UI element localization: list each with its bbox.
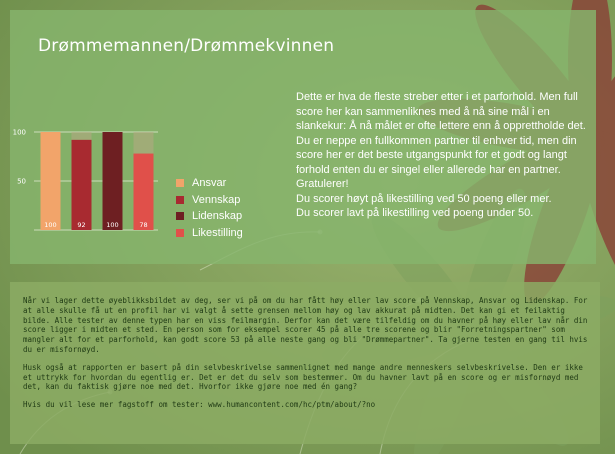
explanation-paragraph-2: Husk også at rapporten er basert på din selvbeskrivelse sammenlignet med mange andre menneskers selvbeskrivelse. Den er ikke et uttrykk for hvordan du egentlig er. Det er det du selv som bestemmer. Om du havner lavt på en score og er misfornøyd med det, kan du faktisk gjøre noe med det. Hvorfor ikke gjøre noe med én gang?: [23, 362, 583, 392]
explanation-text: [23, 296, 593, 410]
legend-label: Ansvar: [192, 177, 227, 190]
legend-label: Lidenskap: [192, 210, 243, 223]
legend-swatch: [176, 196, 184, 204]
bar-value-label: 78: [139, 221, 148, 229]
bar-lidenskap: [103, 132, 123, 230]
legend-label: Likestilling: [192, 226, 243, 239]
bar-ansvar: [41, 132, 61, 230]
explanation-paragraph-1: Når vi lager dette øyeblikksbildet av deg, ser vi på om du har fått høy eller lav score på Vennskap, Ansvar og Lidenskap. For at alle skulle få ut en profil har vi valgt å sette grensen mellom høy og lav akkurat på midten. Det kan gi et feilaktig bilde. Alle tester av denne typen har en viss feilmargin. Derfor kan det være tilfeldig om du havner på høy eller lav når din score ligger i midten et sted. En person som for eksempel scorer 45 på alle tre scorene og blir "Forretningspartner" som mangler alt for et parforhold, kan godt score 53 på alle neste gang og bli "Drømmepartner". Ta gjerne testen en gang til hvis du er misfornøyd.: [23, 296, 588, 354]
chart-legend: [176, 175, 243, 241]
page-title: Drømmemannen/Drømmekvinnen: [38, 36, 335, 56]
high-score-line: Du scorer høyt på likestilling ved 50 poeng eller mer.: [296, 192, 552, 205]
result-description: [296, 90, 596, 221]
legend-item-vennskap: [176, 192, 243, 209]
legend-swatch: [176, 212, 184, 220]
bar-value-label: 92: [77, 221, 86, 229]
bar-value-label: 100: [44, 221, 57, 229]
score-bar-chart: [6, 126, 168, 232]
bar-value-label: 100: [106, 221, 119, 229]
result-description-text: Dette er hva de fleste streber etter i et parforhold. Men full score her kan sammenliknes med å nå sine mål i en slankekur: Å nå målet er ofte lettere enn å opprettholde det. Du er neppe en fullkommen partner til enhver tid, men din score her er det beste utgangspunkt for et godt og langt forhold enten du er singel eller allerede har en partner. Gratulerer!: [296, 91, 586, 190]
y-tick-label: 100: [12, 128, 26, 137]
bar-vennskap: [72, 140, 92, 230]
legend-item-ansvar: [176, 175, 243, 192]
legend-swatch: [176, 229, 184, 237]
legend-swatch: [176, 179, 184, 187]
y-tick-label: 50: [17, 177, 26, 186]
legend-item-lidenskap: [176, 208, 243, 225]
bar-likestilling: [134, 154, 154, 230]
legend-item-likestilling: [176, 225, 243, 242]
low-score-line: Du scorer lavt på likestilling ved poeng under 50.: [296, 207, 534, 219]
explanation-paragraph-3: Hvis du vil lese mer fagstoff om tester: www.humancontent.com/hc/ptm/about/?no: [23, 400, 376, 410]
legend-label: Vennskap: [192, 193, 241, 206]
